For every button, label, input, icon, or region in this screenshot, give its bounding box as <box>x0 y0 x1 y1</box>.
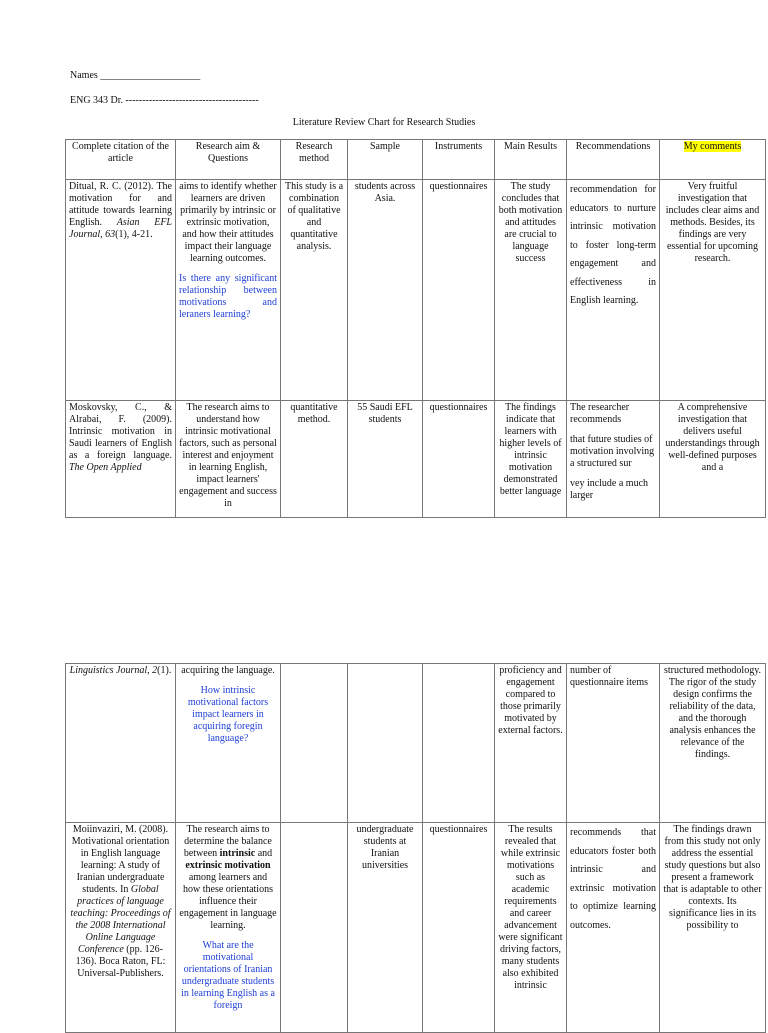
sample-cell: undergraduate students at Iranian universities <box>348 823 423 1033</box>
column-header: Complete citation of the article <box>66 140 176 180</box>
recommendations-cell <box>567 180 660 401</box>
column-header: Instruments <box>423 140 495 180</box>
results-cell: The study concludes that both motivation and attitudes are crucial to language success <box>495 180 567 401</box>
citation-text: (1). <box>157 665 172 676</box>
research-question: Is there any significant relationship between motivations and leraners learning? <box>179 273 277 320</box>
citation-cell <box>66 823 176 1033</box>
method-cell <box>281 823 348 1033</box>
aim-fragment: and <box>255 848 273 859</box>
instruments-cell <box>423 664 495 823</box>
citation-text: Moskovsky, C., & Alrabai, F. (2009). Intrinsic motivation in Saudi learners of English as a foreign language. <box>69 402 172 461</box>
results-cell: proficiency and engagement compared to those primarily motivated by external factors. <box>495 664 567 823</box>
aim-text <box>179 824 277 932</box>
citation-book: Global practices of language teaching: Proceedings of the 2008 International Online Language Conference <box>70 884 171 955</box>
method-cell <box>281 664 348 823</box>
aim-bold: intrinsic <box>219 848 256 859</box>
aim-text: aims to identify whether learners are driven primarily by intrinsic or extrinsic motivation, and how their attitudes impact their language learning outcomes. <box>179 181 277 264</box>
names-line: Names ____________________ <box>70 70 201 81</box>
column-header: Recommendations <box>567 140 660 180</box>
course-line: ENG 343 Dr. ---------------------------------------- <box>70 95 259 106</box>
column-header: Research method <box>281 140 348 180</box>
recommendations-cell: number of questionnaire items <box>567 664 660 823</box>
method-cell: This study is a combination of qualitative and quantitative analysis. <box>281 180 348 401</box>
table-row <box>66 664 766 823</box>
aim-fragment: The research aims to determine the balance between <box>183 824 272 859</box>
citation-volume: 2 <box>152 665 158 676</box>
chart-title: Literature Review Chart for Research Studies <box>292 117 476 128</box>
citation-volume: 63 <box>105 229 116 240</box>
citation-journal: Asian EFL Journal <box>69 217 172 240</box>
comments-cell: A comprehensive investigation that delivers useful understandings through well-defined purposes and a <box>660 401 766 518</box>
instruments-cell: questionnaires <box>423 180 495 401</box>
column-header: Main Results <box>495 140 567 180</box>
results-cell: The results revealed that while extrinsic motivations such as academic requirements and career advancement were significant driving factors, many students also exhibited intrinsic <box>495 823 567 1033</box>
recommendations-text: recommendation for educators to nurture intrinsic motivation to foster long-term engagement and effectiveness in English learning. <box>570 184 656 306</box>
instruments-cell: questionnaires <box>423 401 495 518</box>
recommendations-cell <box>567 401 660 518</box>
literature-table-page1 <box>65 139 766 518</box>
citation-text: Moiinvaziri, M. (2008). Motivational orientation in English language learning: A study of Iranian undergraduate students. In <box>71 824 170 895</box>
recommendations-text: that future studies of motivation involving a structured sur <box>570 434 655 469</box>
column-header <box>660 140 766 180</box>
column-header: Sample <box>348 140 423 180</box>
sample-cell <box>348 664 423 823</box>
citation-journal: The Open Applied <box>69 462 142 473</box>
aim-cell <box>176 180 281 401</box>
recommendations-text: The researcher recommends <box>570 402 630 425</box>
aim-cell <box>176 823 281 1033</box>
research-question: How intrinsic motivational factors impact learners in acquiring foregin language? <box>187 685 269 744</box>
table-row <box>66 823 766 1033</box>
recommendations-cell <box>567 823 660 1033</box>
comments-cell: structured methodology. The rigor of the study design confirms the reliability of the data, and the thorough analysis enhances the relevance of the findings. <box>660 664 766 823</box>
aim-cell: The research aims to understand how intrinsic motivational factors, such as personal interest and enjoyment in learning English, impact learners' engagement and success in <box>176 401 281 518</box>
citation-cell <box>66 401 176 518</box>
header-row <box>66 140 766 180</box>
method-cell: quantitative method. <box>281 401 348 518</box>
citation-text: (pp. 126-136). Boca Raton, FL: Universal-Publishers. <box>75 944 166 979</box>
aim-fragment: among learners and how these orientations influence their engagement in language learning. <box>179 872 277 931</box>
results-cell: The findings indicate that learners with higher levels of intrinsic motivation demonstrated better language <box>495 401 567 518</box>
comments-cell: Very fruitful investigation that includes clear aims and methods. Besides, its findings are very essential for upcoming research. <box>660 180 766 401</box>
recommendations-text: recommends that educators foster both intrinsic and extrinsic motivation to optimize learning outcomes. <box>570 827 656 931</box>
research-question: What are the motivational orientations of Iranian undergraduate students in learning English as a foreign <box>181 940 275 1011</box>
literature-table-page2 <box>65 663 766 1033</box>
aim-cell <box>176 664 281 823</box>
column-header: Research aim & Questions <box>176 140 281 180</box>
citation-cell <box>66 664 176 823</box>
citation-text: , <box>147 665 153 676</box>
sample-cell: 55 Saudi EFL students <box>348 401 423 518</box>
citation-text: Ditual, R. C. (2012). The motivation for and attitude towards learning English. <box>69 181 172 228</box>
aim-bold: extrinsic motivation <box>185 860 271 871</box>
citation-text: , <box>100 229 106 240</box>
table-row <box>66 401 766 518</box>
citation-text: (1), 4-21. <box>115 229 153 240</box>
table-row <box>66 180 766 401</box>
citation-cell <box>66 180 176 401</box>
recommendations-text: vey include a much larger <box>570 478 649 501</box>
citation-journal: Linguistics Journal <box>69 665 148 676</box>
highlighted-header: My comments <box>683 141 742 152</box>
comments-cell: The findings drawn from this study not only address the essential study questions but also present a framework that is adaptable to other contexts. Its significance lies in its possibility to <box>660 823 766 1033</box>
aim-text: acquiring the language. <box>181 665 275 676</box>
sample-cell: students across Asia. <box>348 180 423 401</box>
instruments-cell: questionnaires <box>423 823 495 1033</box>
